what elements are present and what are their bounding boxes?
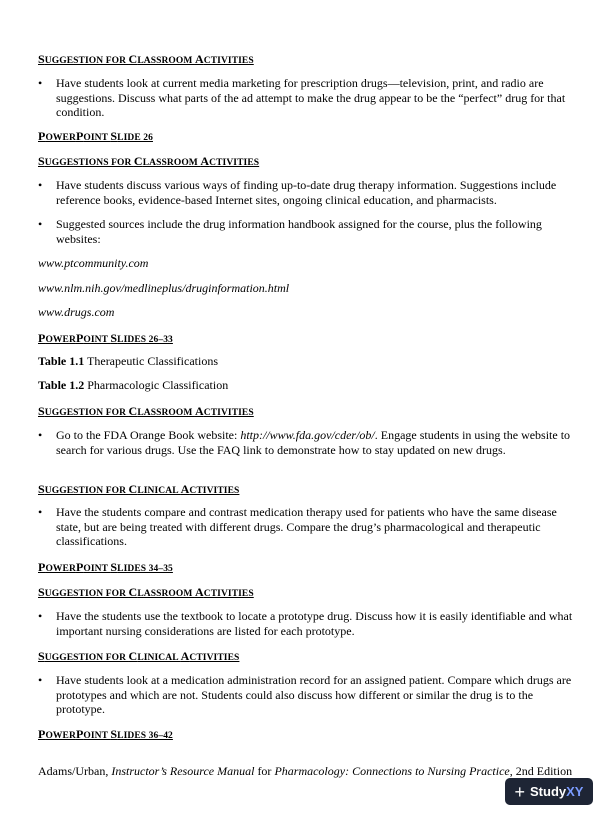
brand-name: StudyXY [530, 784, 584, 799]
section-heading: SUGGESTION FOR CLINICAL ACTIVITIES [38, 649, 240, 663]
bullet-dot: • [38, 217, 43, 231]
website-link[interactable]: www.nlm.nih.gov/medlineplus/druginformation.html [38, 281, 290, 295]
bullet-item [38, 76, 578, 120]
fda-link[interactable]: http://www.fda.gov/cder/ob/ [240, 428, 375, 442]
section-heading: POWERPOINT SLIDE 26 [38, 129, 153, 143]
section-heading: SUGGESTION FOR CLASSROOM ACTIVITIES [38, 52, 254, 66]
bullet-dot: • [38, 505, 43, 519]
table-reference: Table 1.1 Therapeutic Classifications [38, 354, 218, 368]
bullet-dot: • [38, 178, 43, 192]
website-link[interactable]: www.drugs.com [38, 305, 115, 319]
section-heading: SUGGESTION FOR CLASSROOM ACTIVITIES [38, 404, 254, 418]
plus-icon: + [514, 781, 526, 802]
bullet-text: Have students look at a medication administration record for an assigned patient. Compare which drugs are prototypes and which are not. Students could also discuss how different or similar the drug is to the prototype. [56, 673, 572, 717]
section-heading: SUGGESTION FOR CLINICAL ACTIVITIES [38, 482, 240, 496]
bullet-item [38, 609, 578, 638]
bullet-item [38, 673, 578, 717]
bullet-text: Suggested sources include the drug information handbook assigned for the course, plus the following websites: [56, 217, 542, 246]
page-footer: Adams/Urban, Instructor’s Resource Manual for Pharmacology: Connections to Nursing Practice, 2nd Edition [38, 764, 573, 778]
section-heading: POWERPOINT SLIDES 34–35 [38, 560, 173, 574]
bullet-text: Go to the FDA Orange Book website: http://www.fda.gov/cder/ob/. Engage students in using the website to search for various drugs. Use the FAQ link to demonstrate how to stay updated on new drugs. [56, 428, 571, 457]
bullet-item [38, 178, 578, 207]
bullet-dot: • [38, 609, 43, 623]
section-heading: SUGGESTIONS FOR CLASSROOM ACTIVITIES [38, 154, 260, 168]
website-link[interactable]: www.ptcommunity.com [38, 256, 149, 270]
bullet-dot: • [38, 428, 43, 442]
bullet-item [38, 505, 578, 549]
bullet-dot: • [38, 76, 43, 90]
bullet-dot: • [38, 673, 43, 687]
section-heading: POWERPOINT SLIDES 36–42 [38, 727, 173, 741]
bullet-text: Have students look at current media marketing for prescription drugs—television, print, and radio are suggestions. Discuss what parts of the ad attempt to make the drug appear to be the “perfect” drug for that condition. [56, 76, 566, 120]
bullet-text: Have students discuss various ways of finding up-to-date drug therapy information. Suggestions include reference books, evidence-based Internet sites, ongoing clinical education, and pharmacists. [56, 178, 557, 207]
bullet-item [38, 428, 578, 457]
table-reference: Table 1.2 Pharmacologic Classification [38, 378, 229, 392]
studyxy-badge[interactable] [505, 778, 593, 805]
section-heading: SUGGESTION FOR CLASSROOM ACTIVITIES [38, 585, 254, 599]
bullet-item [38, 217, 578, 246]
section-heading: POWERPOINT SLIDES 26–33 [38, 331, 173, 345]
bullet-text: Have the students compare and contrast medication therapy used for patients who have the same disease state, but are being treated with different drugs. Compare the drug’s pharmacological and therapeutic classifications. [56, 505, 557, 549]
bullet-text: Have the students use the textbook to locate a prototype drug. Discuss how it is easily identifiable and what important nursing considerations are listed for each prototype. [56, 609, 573, 638]
